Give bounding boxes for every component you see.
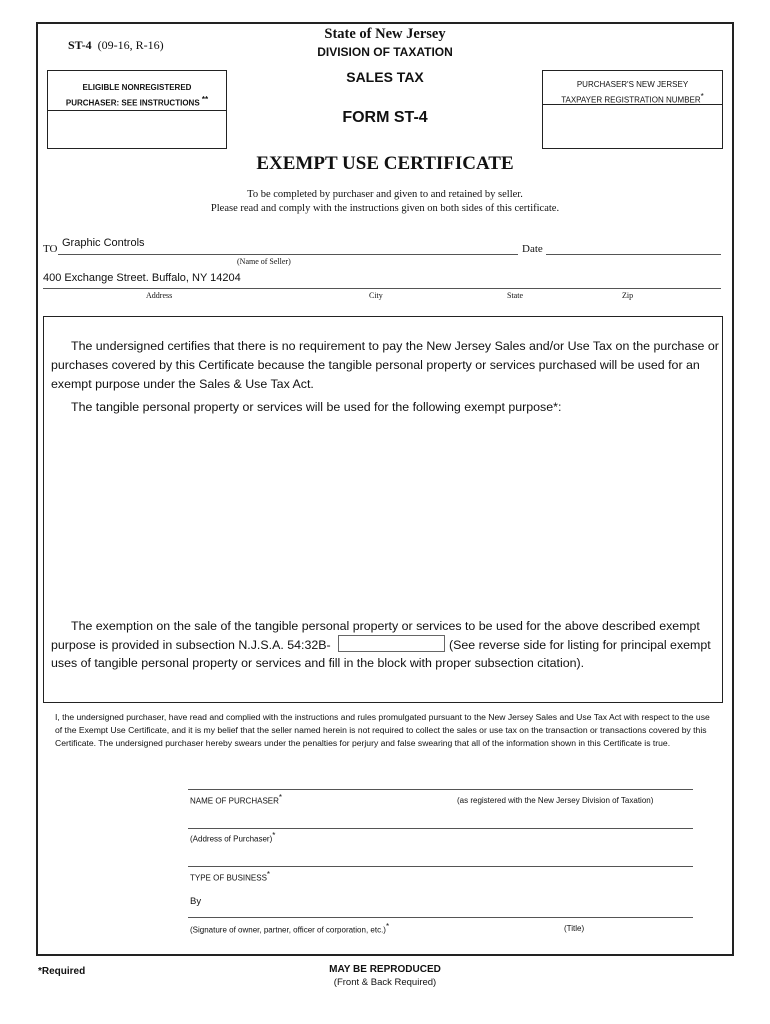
division-heading: DIVISION OF TAXATION — [317, 45, 453, 59]
date-field[interactable] — [548, 240, 718, 253]
by-label: By — [190, 896, 202, 907]
intro-line2: Please read and comply with the instructions given on both sides of this certificate. — [210, 203, 560, 214]
business-type-field[interactable] — [190, 852, 690, 865]
address-caption: Address — [146, 291, 173, 300]
eligible-label-line2 — [48, 94, 226, 110]
exemption-line2-pre: purpose is provided in subsection N.J.S.A. 54:32B- — [51, 638, 331, 652]
required-asterisk: * — [278, 793, 283, 802]
type-of-business-text: TYPE OF BUSINESS — [190, 873, 267, 883]
registration-label-line1: PURCHASER'S NEW JERSEY — [576, 80, 689, 89]
intro-text — [0, 188, 770, 216]
purchaser-address-field[interactable] — [190, 814, 690, 827]
address-of-purchaser-text: (Address of Purchaser) — [190, 834, 273, 844]
subsection-input[interactable] — [338, 635, 445, 652]
state-caption: State — [507, 291, 523, 300]
zip-caption: Zip — [622, 291, 634, 300]
exempt-purpose-intro: The tangible personal property or services will be used for the following exempt purpose*: — [71, 400, 562, 414]
state-heading: State of New Jersey — [324, 26, 446, 42]
title-label: (Title) — [564, 924, 585, 933]
required-asterisk: * — [385, 922, 390, 931]
eligible-label-text: PURCHASER: SEE INSTRUCTIONS — [65, 98, 200, 108]
purchaser-name-line — [188, 789, 693, 790]
exemption-line1: The exemption on the sale of the tangible personal property or services to be used for the above described exempt — [71, 619, 700, 633]
exemption-line2-post: (See reverse side for listing for principal exempt — [449, 638, 711, 652]
signature-field[interactable] — [206, 900, 690, 915]
city-caption: City — [369, 291, 383, 300]
front-back-note: (Front & Back Required) — [333, 977, 437, 988]
required-note: *Required — [38, 966, 86, 977]
exemption-line3: uses of tangible personal property or services and fill in the block with proper subsection citation). — [51, 656, 585, 670]
type-of-business-label — [190, 870, 270, 883]
signature-label — [190, 922, 389, 935]
address-of-purchaser-label — [190, 831, 275, 844]
exempt-purpose-field[interactable] — [51, 424, 715, 608]
eligible-purchaser-label — [48, 82, 226, 110]
signature-line — [188, 917, 693, 918]
registration-number-label — [543, 79, 722, 107]
eligible-label-line1: ELIGIBLE NONREGISTERED — [82, 83, 192, 92]
purchaser-address-line — [188, 828, 693, 829]
required-asterisk: * — [266, 870, 271, 879]
double-asterisk: ** — [201, 95, 209, 104]
registration-label-text: TAXPAYER REGISTRATION NUMBER — [561, 95, 701, 105]
eligible-box-divider — [48, 110, 226, 111]
form-revision: (09-16, R-16) — [97, 38, 164, 52]
purchaser-name-label-text: NAME OF PURCHASER — [190, 796, 279, 806]
eligible-purchaser-input[interactable] — [54, 119, 220, 141]
registration-box-divider — [543, 104, 722, 105]
date-line — [546, 254, 721, 255]
date-label: Date — [522, 243, 543, 255]
seller-name-line — [58, 254, 518, 255]
certificate-title: EXEMPT USE CERTIFICATE — [256, 153, 514, 174]
registration-number-box — [542, 70, 723, 149]
registration-number-input[interactable] — [549, 113, 715, 141]
declaration-text: I, the undersigned purchaser, have read and complied with the instructions and rules promulgated pursuant to the New Jersey Sales and Use Tax Act with respect to the use of the Exempt Use Certificate, and it is my belief that the seller named herein is not required to collect the sales or use tax on the transaction or transactions covered by this Certificate. The undersigned purchaser hereby swears under the penalties for perjury and false swearing that all of the information shown in this Certificate is true. — [55, 712, 710, 748]
form-name-heading: FORM ST-4 — [342, 109, 428, 126]
registered-note: (as registered with the New Jersey Division of Taxation) — [457, 796, 654, 805]
to-label: TO — [43, 243, 58, 255]
required-asterisk: * — [700, 92, 704, 101]
seller-address-field[interactable] — [43, 270, 713, 285]
required-asterisk: * — [272, 831, 276, 840]
certification-paragraph: The undersigned certifies that there is no requirement to pay the New Jersey Sales and/or Use Tax on the purchase or purchases covered by this Certificate because the tangible personal property or services purchased will be used for an exempt purpose under the Sales & Use Tax Act. — [51, 339, 719, 391]
purchaser-name-label — [190, 793, 282, 806]
sales-tax-heading: SALES TAX — [346, 69, 424, 85]
form-code-number: ST-4 — [68, 38, 92, 52]
name-of-seller-caption: (Name of Seller) — [237, 257, 291, 266]
seller-address-line — [43, 288, 721, 289]
eligible-purchaser-box — [47, 70, 227, 149]
intro-line1: To be completed by purchaser and given to and retained by seller. — [247, 189, 523, 200]
seller-name-field[interactable] — [62, 236, 502, 250]
purchaser-name-field[interactable] — [190, 775, 690, 788]
signature-label-text: (Signature of owner, partner, officer of corporation, etc.) — [190, 925, 386, 935]
may-be-reproduced: MAY BE REPRODUCED — [329, 964, 441, 975]
business-type-line — [188, 866, 693, 867]
